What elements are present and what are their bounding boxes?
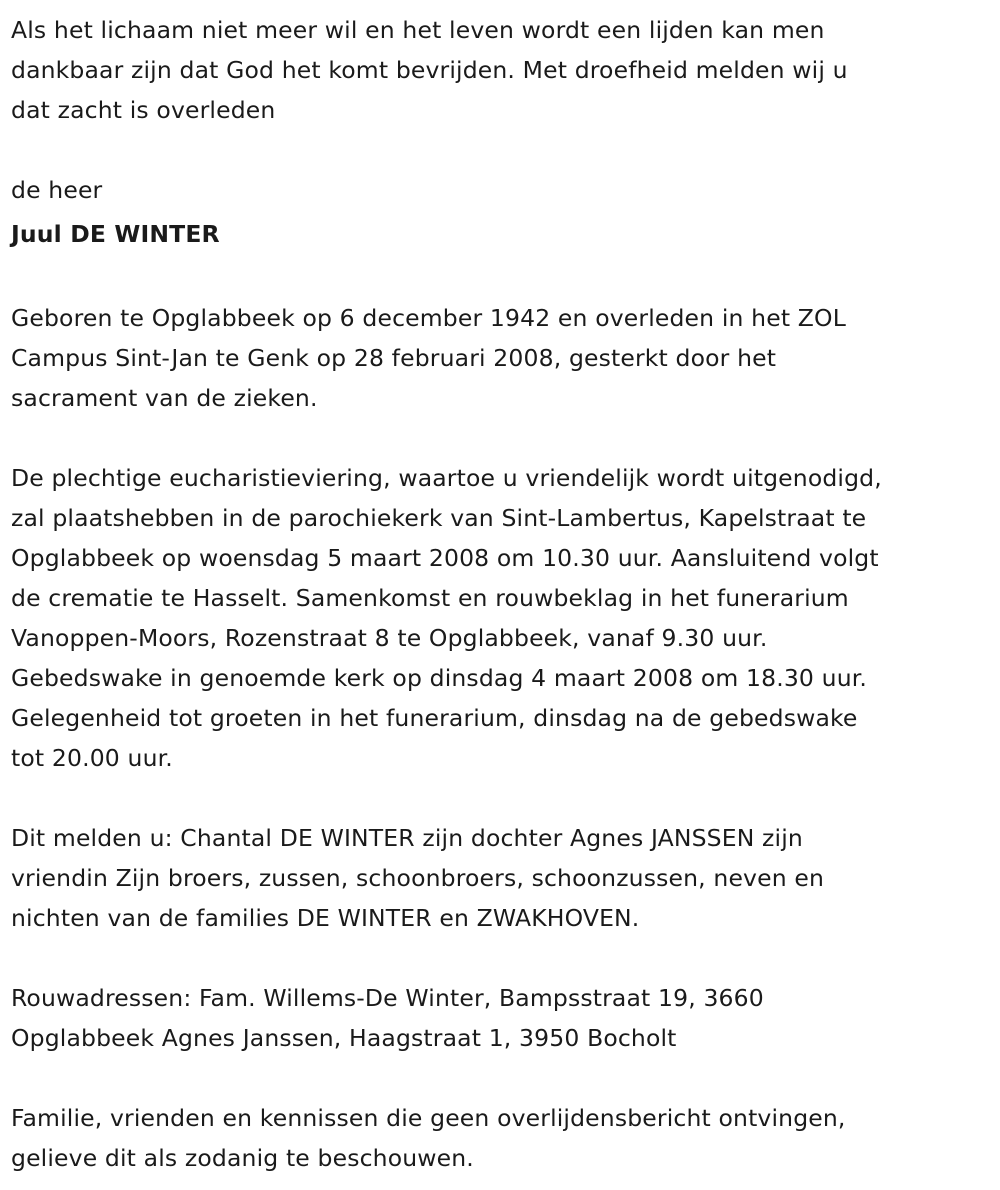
text-line: Geboren te Opglabbeek op 6 december 1942 en overleden in het ZOL	[11, 304, 846, 332]
text-line: Gelegenheid tot groeten in het funerarium, dinsdag na de gebedswake	[11, 704, 858, 732]
text-line: Gebedswake in genoemde kerk op dinsdag 4 maart 2008 om 18.30 uur.	[11, 664, 868, 692]
deceased-name: Juul DE WINTER	[11, 220, 220, 248]
text-line: dat zacht is overleden	[11, 96, 276, 124]
text-line: Familie, vrienden en kennissen die geen overlijdensbericht ontvingen,	[11, 1104, 846, 1132]
text-line: Rouwadressen: Fam. Willems-De Winter, Bampsstraat 19, 3660	[11, 984, 764, 1012]
text-line: Vanoppen-Moors, Rozenstraat 8 te Opglabbeek, vanaf 9.30 uur.	[11, 624, 768, 652]
addresses-paragraph	[11, 978, 996, 1058]
text-line: Opglabbeek Agnes Janssen, Haagstraat 1, 3950 Bocholt	[11, 1024, 677, 1052]
announcers-paragraph	[11, 818, 996, 938]
text-line: de crematie te Hasselt. Samenkomst en rouwbeklag in het funerarium	[11, 584, 849, 612]
title-prefix: de heer	[11, 176, 103, 204]
intro-paragraph	[11, 10, 996, 130]
text-line: nichten van de families DE WINTER en ZWAKHOVEN.	[11, 904, 640, 932]
text-line: dankbaar zijn dat God het komt bevrijden. Met droefheid melden wij u	[11, 56, 848, 84]
text-line: sacrament van de zieken.	[11, 384, 318, 412]
obituary-document	[11, 10, 996, 1178]
text-line: gelieve dit als zodanig te beschouwen.	[11, 1144, 474, 1172]
closing-paragraph	[11, 1098, 996, 1178]
ceremony-paragraph	[11, 458, 996, 778]
text-line: tot 20.00 uur.	[11, 744, 173, 772]
text-line: Campus Sint-Jan te Genk op 28 februari 2008, gesterkt door het	[11, 344, 777, 372]
text-line: Als het lichaam niet meer wil en het leven wordt een lijden kan men	[11, 16, 825, 44]
text-line: Dit melden u: Chantal DE WINTER zijn dochter Agnes JANSSEN zijn	[11, 824, 803, 852]
text-line: De plechtige eucharistieviering, waartoe u vriendelijk wordt uitgenodigd,	[11, 464, 882, 492]
text-line: vriendin Zijn broers, zussen, schoonbroers, schoonzussen, neven en	[11, 864, 825, 892]
birth-death-paragraph	[11, 298, 996, 418]
text-line: zal plaatshebben in de parochiekerk van Sint-Lambertus, Kapelstraat te	[11, 504, 867, 532]
text-line: Opglabbeek op woensdag 5 maart 2008 om 10.30 uur. Aansluitend volgt	[11, 544, 879, 572]
